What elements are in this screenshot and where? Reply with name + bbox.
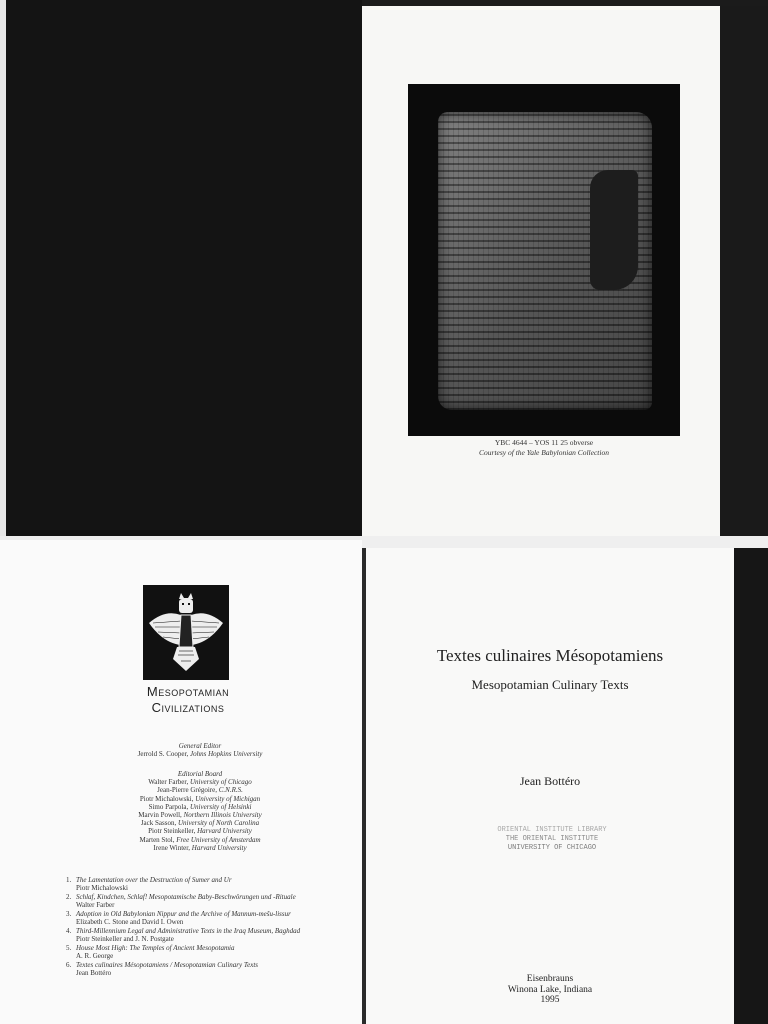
editorial-board-block (80, 770, 320, 852)
list-item: 5. House Most High: The Temples of Ancient Mesopotamia A. R. George (66, 944, 235, 960)
frontispiece-caption (408, 438, 680, 458)
stamp-line-3: UNIVERSITY OF CHICAGO (507, 844, 597, 852)
list-item: 4. Third-Millennium Legal and Administrative Texts in the Iraq Museum, Baghdad Piotr Steinkeller and J. N. Postgate (66, 927, 301, 943)
board-member: Piotr Michalowski, University of Michigan (139, 794, 261, 803)
caption-line-2: Courtesy of the Yale Babylonian Collection (479, 448, 609, 457)
board-member: Walter Farber, University of Chicago (148, 778, 252, 787)
board-member: Jack Sasson, University of North Carolina (140, 819, 260, 828)
series-volume-list (66, 876, 326, 978)
series-title-line-1: Mesopotamian (146, 684, 230, 699)
editorial-board-label: Editorial Board (177, 770, 223, 778)
library-stamp (482, 826, 622, 853)
stamp-line-1: ORIENTAL INSTITUTE LIBRARY (497, 826, 607, 834)
general-editor-name: Jerrold S. Cooper, (137, 750, 189, 759)
publisher-place: Winona Lake, Indiana (507, 984, 593, 995)
board-member: Irene Winter, Harvard University (153, 843, 247, 852)
general-editor (80, 750, 320, 758)
series-title (100, 684, 276, 716)
board-member: Jean-Pierre Grégoire, C.N.R.S. (157, 786, 243, 795)
board-member: Piotr Steinkeller, Harvard University (148, 827, 252, 836)
blank-dark-page (0, 0, 362, 540)
stamp-line-2: THE ORIENTAL INSTITUTE (505, 835, 599, 843)
board-member: Marvin Powell, Northern Illinois University (138, 811, 262, 820)
general-editor-affiliation: Johns Hopkins University (190, 750, 263, 759)
list-item: 2. Schlaf, Kindchen, Schlaf! Mesopotamische Baby-Beschwörungen und -Rituale Walter Farber (66, 893, 296, 909)
publication-year: 1995 (540, 995, 560, 1005)
general-editor-label: General Editor (178, 742, 222, 750)
caption-line-1: YBC 4644 – YOS 11 25 obverse (494, 438, 594, 447)
book-author: Jean Bottéro (519, 774, 581, 788)
winged-figure-logo-icon (143, 585, 229, 680)
book-title-english: Mesopotamian Culinary Texts (471, 677, 629, 692)
board-member: Marten Stol, Free University of Amsterdam (139, 835, 261, 844)
page-edge-shadow (720, 6, 768, 536)
list-item: 1. The Lamentation over the Destruction of Sumer and Ur Piotr Michalowski (66, 876, 232, 892)
book-title-french: Textes culinaires Mésopotamiens (436, 646, 664, 665)
series-title-line-2: Civilizations (151, 700, 225, 715)
publisher-block (366, 974, 734, 1006)
tablet-broken-edge (590, 170, 638, 290)
general-editor-block (80, 742, 320, 758)
publisher-name: Eisenbrauns (526, 974, 574, 984)
board-member: Simo Parpola, University of Helsinki (148, 802, 252, 811)
page-edge-shadow-right (734, 548, 768, 1024)
list-item: 3. Adoption in Old Babylonian Nippur and the Archive of Mannum-mešu-lissur Elizabeth C. Stone and David I. Owen (66, 910, 291, 926)
list-item: 6. Textes culinaires Mésopotamiens / Mesopotamian Culinary Texts Jean Bottéro (66, 961, 258, 977)
